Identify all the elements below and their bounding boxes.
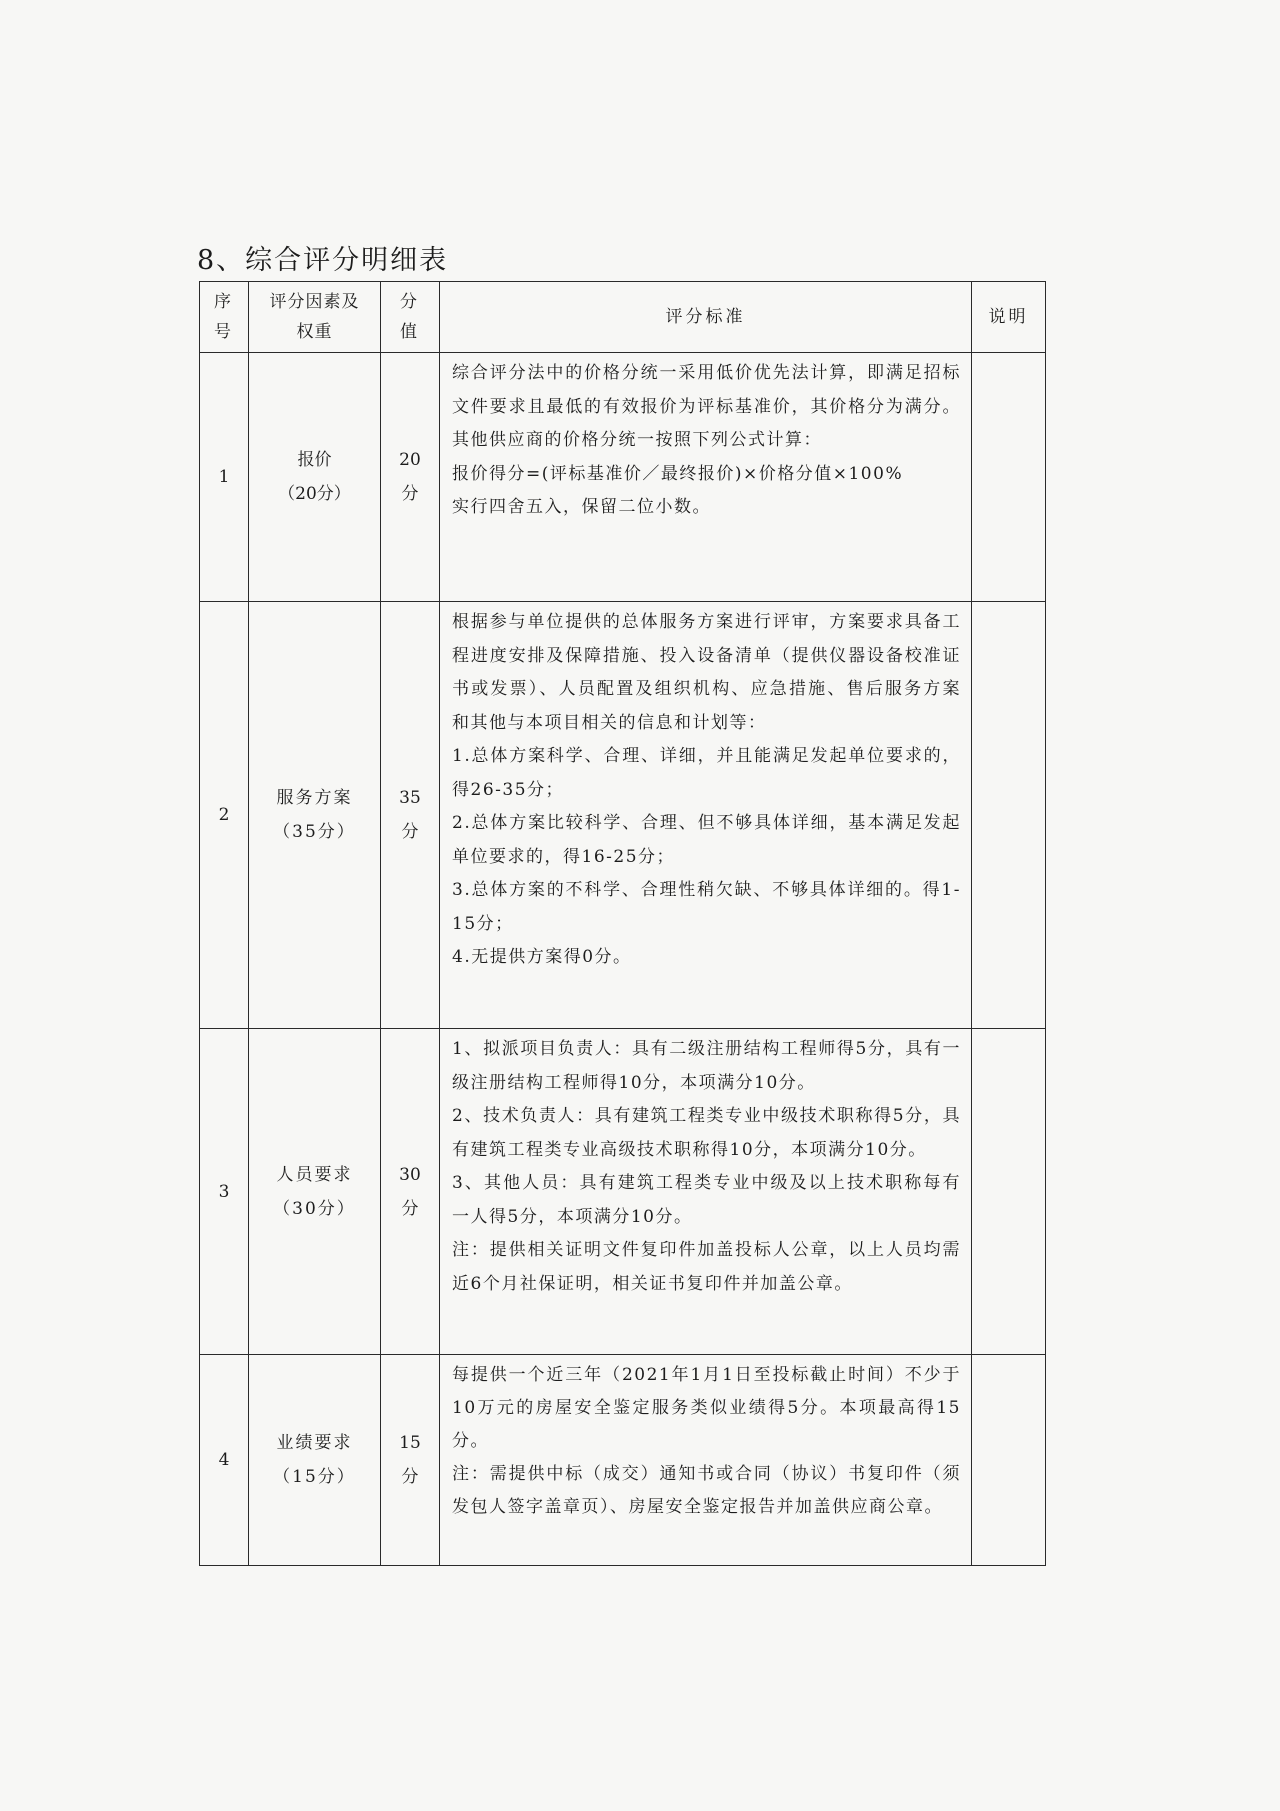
row-standard (440, 1029, 972, 1355)
row-standard (440, 1355, 972, 1566)
value-unit: 分 (401, 484, 419, 504)
row-factor (249, 602, 381, 1029)
factor-name: 报价 (297, 450, 332, 470)
header-seq (200, 282, 249, 353)
table-row (200, 353, 1046, 602)
header-seq-line2: 号 (214, 322, 234, 342)
row-note (972, 1355, 1046, 1566)
row-note (972, 602, 1046, 1029)
row-value (381, 602, 440, 1029)
row-value (381, 353, 440, 602)
row-factor (249, 1355, 381, 1566)
row-seq: 4 (200, 1355, 249, 1566)
table-row (200, 1355, 1046, 1566)
standard-paragraph: 实行四舍五入，保留二位小数。 (452, 497, 711, 517)
standard-paragraph: 注：提供相关证明文件复印件加盖投标人公章，以上人员均需近6个月社保证明，相关证书复印件并加盖公章。 (452, 1240, 961, 1294)
row-value (381, 1355, 440, 1566)
standard-paragraph: 3.总体方案的不科学、合理性稍欠缺、不够具体详细的。得1-15分； (452, 880, 961, 934)
row-factor (249, 1029, 381, 1355)
row-standard (440, 602, 972, 1029)
header-value (381, 282, 440, 353)
header-value-line2: 值 (400, 322, 420, 342)
standard-paragraph: 1.总体方案科学、合理、详细，并且能满足发起单位要求的，得26-35分； (452, 746, 961, 800)
standard-paragraph: 4.无提供方案得0分。 (452, 947, 632, 967)
value-number: 15 (399, 1433, 421, 1453)
row-value (381, 1029, 440, 1355)
header-standard: 评分标准 (440, 282, 972, 353)
value-number: 20 (399, 450, 421, 470)
standard-paragraph: 1、拟派项目负责人：具有二级注册结构工程师得5分，具有一级注册结构工程师得10分，本项满分10分。 (452, 1039, 961, 1093)
standard-paragraph: 综合评分法中的价格分统一采用低价优先法计算，即满足招标文件要求且最低的有效报价为评标基准价，其价格分为满分。其他供应商的价格分统一按照下列公式计算： (452, 363, 961, 450)
header-factor-line2: 权重 (296, 322, 333, 342)
header-note: 说明 (972, 282, 1046, 353)
value-number: 30 (399, 1164, 421, 1185)
value-number: 35 (399, 788, 421, 808)
standard-paragraph: 每提供一个近三年（2021年1月1日至投标截止时间）不少于10万元的房屋安全鉴定服务类似业绩得5分。本项最高得15分。 (452, 1365, 961, 1451)
value-unit: 分 (401, 1467, 419, 1487)
standard-paragraph: 2、技术负责人：具有建筑工程类专业中级技术职称得5分，具有建筑工程类专业高级技术职称得10分，本项满分10分。 (452, 1106, 961, 1160)
factor-weight: （35分） (273, 822, 356, 842)
factor-weight: （30分） (273, 1198, 356, 1219)
row-standard (440, 353, 972, 602)
standard-paragraph: 报价得分=(评标基准价／最终报价)×价格分值×100% (452, 463, 904, 484)
table-header-row (200, 282, 1046, 353)
standard-paragraph: 注：需提供中标（成交）通知书或合同（协议）书复印件（须发包人签字盖章页）、房屋安全鉴定报告并加盖供应商公章。 (452, 1464, 961, 1517)
row-seq: 2 (200, 602, 249, 1029)
page-title: 8、综合评分明细表 (197, 245, 449, 276)
header-value-line1: 分 (400, 292, 420, 312)
row-seq: 3 (200, 1029, 249, 1355)
factor-weight: （20分） (278, 484, 351, 504)
value-unit: 分 (401, 1198, 419, 1219)
value-unit: 分 (401, 822, 419, 842)
table-row (200, 1029, 1046, 1355)
header-seq-line1: 序 (214, 292, 234, 312)
standard-paragraph: 根据参与单位提供的总体服务方案进行评审，方案要求具备工程进度安排及保障措施、投入设备清单（提供仪器设备校准证书或发票）、人员配置及组织机构、应急措施、售后服务方案和其他与本项目相关的信息和计划等： (452, 612, 961, 733)
row-factor (249, 353, 381, 602)
table-row (200, 602, 1046, 1029)
factor-name: 服务方案 (276, 788, 353, 808)
factor-name: 业绩要求 (276, 1433, 353, 1453)
row-seq: 1 (200, 353, 249, 602)
factor-name: 人员要求 (276, 1164, 353, 1185)
header-factor (249, 282, 381, 353)
row-note (972, 353, 1046, 602)
standard-paragraph: 3、其他人员：具有建筑工程类专业中级及以上技术职称每有一人得5分，本项满分10分。 (452, 1173, 961, 1227)
standard-paragraph: 2.总体方案比较科学、合理、但不够具体详细，基本满足发起单位要求的，得16-25分； (452, 813, 961, 867)
header-factor-line1: 评分因素及 (269, 292, 360, 312)
factor-weight: （15分） (273, 1467, 356, 1487)
scoring-table (199, 281, 1046, 1566)
row-note (972, 1029, 1046, 1355)
